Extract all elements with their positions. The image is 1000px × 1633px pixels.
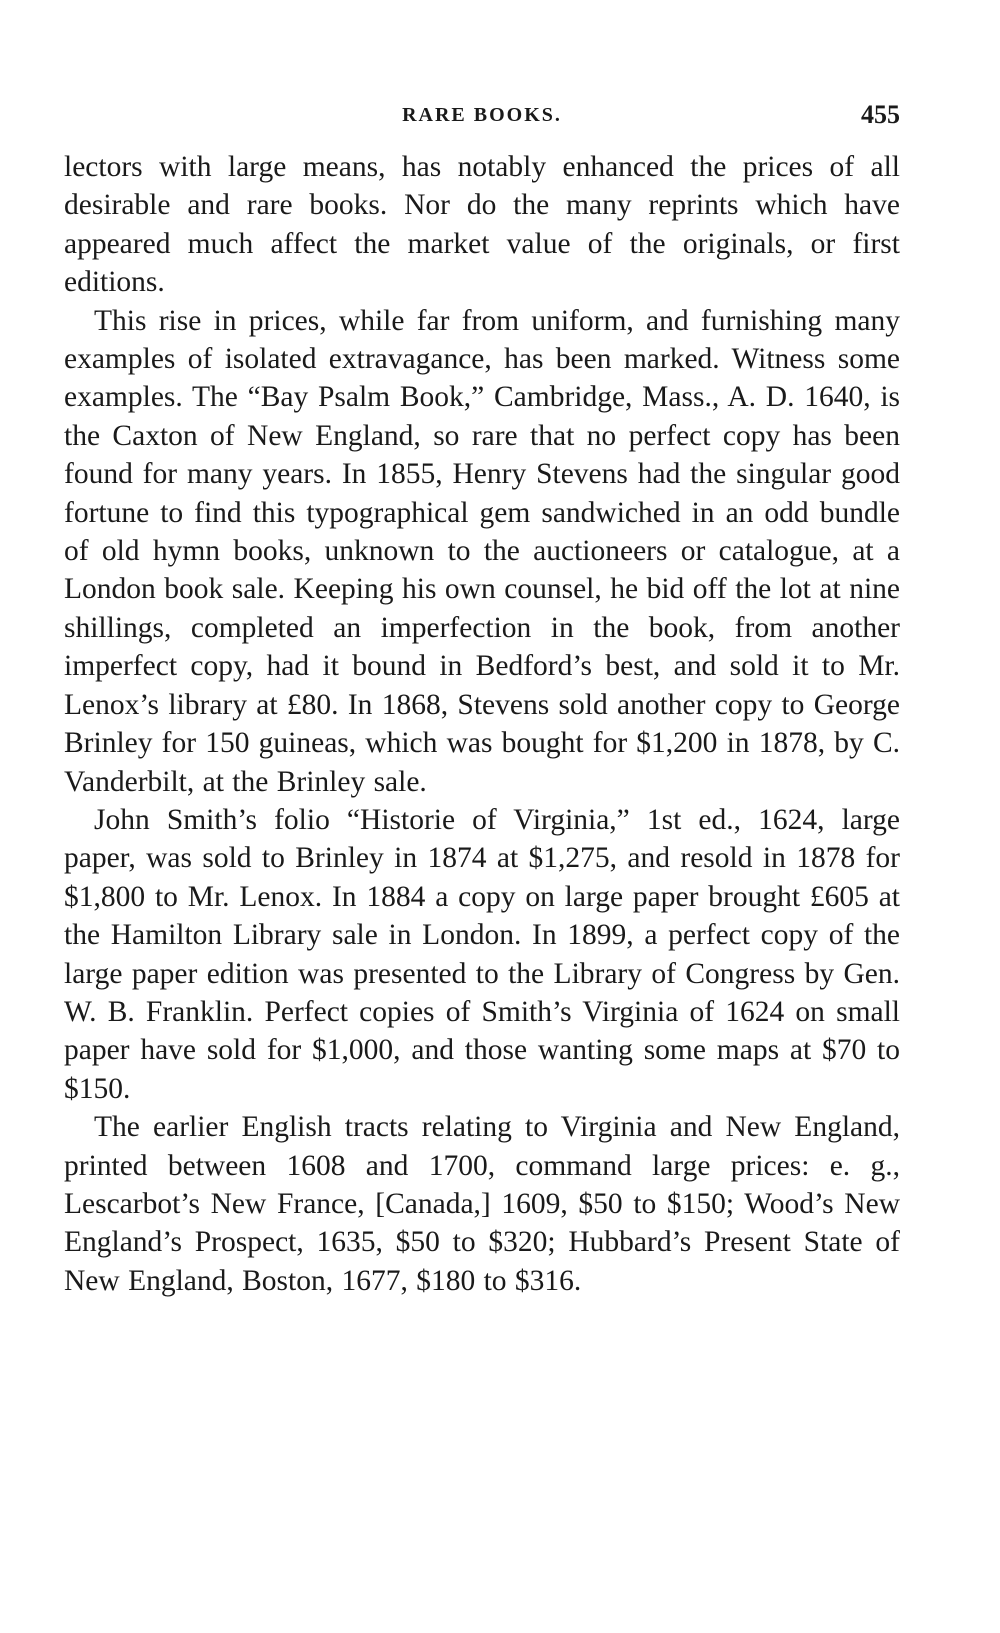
paragraph-historie-of-virginia: John Smith’s folio “Historie of Virginia,” 1st ed., 1624, large paper, was sold to Brinley in 1874 at $1,275, and resold in 1878 for $1,800 to Mr. Lenox. In 1884 a copy on large paper brought £605 at the Hamilton Library sale in London. In 1899, a perfect copy of the large paper edition was presented to the Library of Congress by Gen. W. B. Franklin. Perfect copies of Smith’s Virginia of 1624 on small paper have sold for $1,000, and those wanting some maps at $70 to $150. xyxy=(64,803,900,1105)
body-text xyxy=(64,148,900,1300)
paragraph-english-tracts: The earlier English tracts relating to Virginia and New England, printed between 1608 and 1700, command large prices: e. g., Lescarbot’s New France, [Canada,] 1609, $50 to $150; Wood’s New England’s Prospect, 1635, $50 to $320; Hubbard’s Present State of New England, Boston, 1677, $180 to $316. xyxy=(64,1111,900,1297)
running-title: RARE BOOKS. xyxy=(402,104,562,126)
paragraph-bay-psalm-book: This rise in prices, while far from uniform, and furnishing many examples of isolated extravagance, has been marked. Witness some examples. The “Bay Psalm Book,” Cambridge, Mass., A. D. 1640, is the Caxton of New England, so rare that no perfect copy has been found for many years. In 1855, Henry Stevens had the singular good fortune to find this typographical gem sandwiched in an odd bundle of old hymn books, unknown to the auctioneers or catalogue, at a London book sale. Keeping his own counsel, he bid off the lot at nine shillings, completed an imperfection in the book, from another imperfect copy, had it bound in Bedford’s best, and sold it to Mr. Lenox’s library at £80. In 1868, Stevens sold another copy to George Brinley for 150 guineas, which was bought for $1,200 in 1878, by C. Vanderbilt, at the Brinley sale. xyxy=(64,304,900,798)
page-number: 455 xyxy=(861,100,900,129)
paragraph-continuation: lectors with large means, has notably enhanced the prices of all desirable and rare books. Nor do the many reprints which have appeared much affect the market value of the originals, or first editions. xyxy=(64,151,900,299)
running-head xyxy=(64,86,900,129)
book-page xyxy=(64,86,900,1300)
